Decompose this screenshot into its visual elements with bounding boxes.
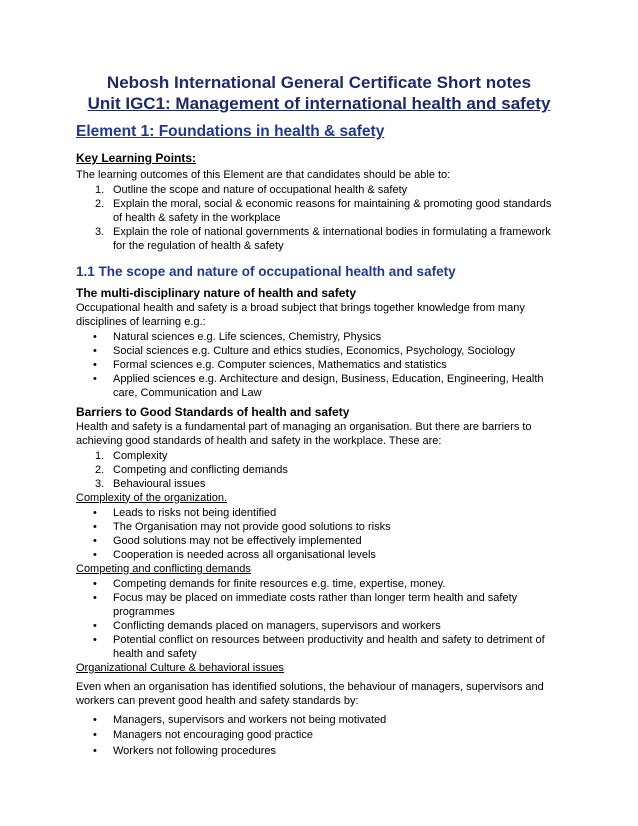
subsection-heading-multidisciplinary: The multi-disciplinary nature of health and safety [76,285,357,300]
bullet-icon: • [93,330,97,343]
list-item: 3. Explain the role of national governments & international bodies in formulating a framework for the regulation of health & safety [95,225,551,252]
bullet-icon: • [93,534,97,547]
bullet-icon: • [93,358,97,371]
list-item: • Natural sciences e.g. Life sciences, Chemistry, Physics [93,330,382,343]
bullet-icon: • [93,591,97,604]
bullet-icon: • [93,372,97,385]
list-item: 2. Explain the moral, social & economic reasons for maintaining & promoting good standards of health & safety in the workplace [95,197,552,224]
section-heading: 1.1 The scope and nature of occupational health and safety [76,263,456,279]
list-item: • Conflicting demands placed on managers, supervisors and workers [93,619,441,632]
paragraph: Even when an organisation has identified solutions, the behaviour of managers, supervisors and workers can prevent good health and safety standards by: [76,680,544,707]
list-item: • Workers not following procedures [76,744,562,760]
bullet-icon: • [93,713,97,726]
bullet-icon: • [93,744,97,757]
list-item: • Managers not encouraging good practice [76,728,562,744]
bullet-icon: • [93,577,97,590]
barriers-list [76,449,562,491]
list-item: 2. Competing and conflicting demands [95,463,288,476]
list-item: • Formal sciences e.g. Computer sciences, Mathematics and statistics [93,358,447,371]
complexity-list [76,506,562,562]
document-content [76,72,562,759]
list-item: • Leads to risks not being identified [93,506,277,519]
bullet-icon: • [93,633,97,646]
learning-outcomes-intro: The learning outcomes of this Element are that candidates should be able to: [76,169,451,181]
list-item: • Applied sciences e.g. Architecture and design, Business, Education, Engineering, Health care, Communication and Law [93,372,544,399]
bullet-icon: • [93,506,97,519]
unit-title: Unit IGC1: Management of international health and safety [87,94,551,113]
list-item: • Cooperation is needed across all organisational levels [93,548,376,561]
bullet-icon: • [93,548,97,561]
key-learning-points-heading: Key Learning Points: [76,151,197,165]
list-item: • Managers, supervisors and workers not being motivated [76,713,562,729]
competing-demands-list [76,577,562,661]
paragraph: Occupational health and safety is a broad subject that brings together knowledge from many disciplines of learning e.g.: [76,301,525,328]
learning-outcomes-list [76,183,562,253]
list-item: • Competing demands for finite resources e.g. time, expertise, money. [93,577,446,590]
list-item: • The Organisation may not provide good solutions to risks [93,520,391,533]
list-item: • Social sciences e.g. Culture and ethics studies, Economics, Psychology, Sociology [93,344,516,357]
list-item: • Good solutions may not be effectively implemented [93,534,362,547]
bullet-icon: • [93,520,97,533]
list-item: • Potential conflict on resources between productivity and health and safety to detriment of health and safety [93,633,545,660]
element-heading: Element 1: Foundations in health & safety [76,123,385,140]
disciplines-list [76,330,562,400]
subsection-heading-culture: Organizational Culture & behavioral issues [76,661,284,674]
list-item: 1. Outline the scope and nature of occupational health & safety [95,183,408,196]
bullet-icon: • [93,619,97,632]
document-title: Nebosh International General Certificate Short notes [106,73,532,92]
list-item: 1. Complexity [95,449,168,462]
list-item: • Focus may be placed on immediate costs rather than longer term health and safety programmes [93,591,518,618]
list-item: 3. Behavioural issues [95,477,206,490]
subsection-heading-complexity: Complexity of the organization. [76,491,228,504]
culture-list [76,713,562,760]
bullet-icon: • [93,729,97,741]
subsection-heading-barriers: Barriers to Good Standards of health and safety [76,404,350,419]
paragraph: Health and safety is a fundamental part of managing an organisation. But there are barriers to achieving good standards of health and safety in the workplace. These are: [76,420,532,447]
subsection-heading-competing: Competing and conflicting demands [76,562,251,575]
bullet-icon: • [93,344,97,357]
